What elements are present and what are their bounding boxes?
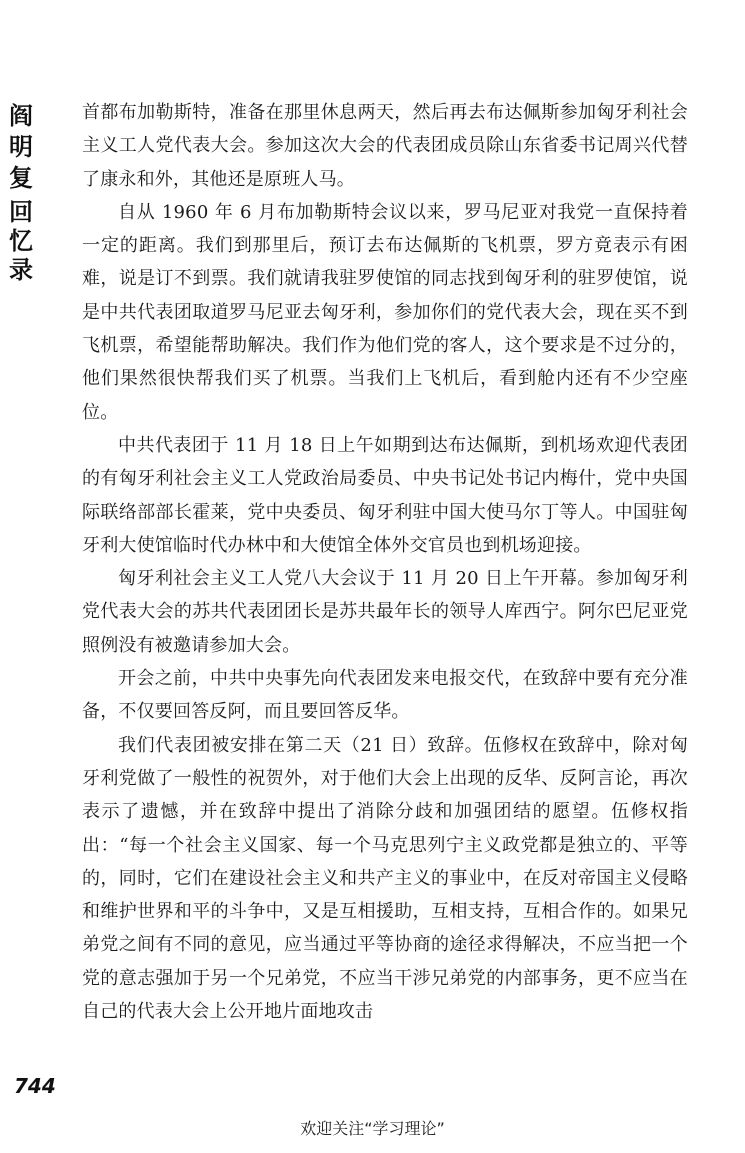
running-title	[6, 100, 36, 284]
paragraph: 首都布加勒斯特，准备在那里休息两天，然后再去布达佩斯参加匈牙利社会主义工人党代表大会。参加这次大会的代表团成员除山东省委书记周兴代替了康永和外，其他还是原班人马。	[82, 102, 688, 190]
author-char: 阎	[9, 101, 33, 130]
body-text	[82, 96, 688, 1028]
running-title-book	[6, 197, 36, 284]
paragraph: 我们代表团被安排在第二天（21 日）致辞。伍修权在致辞中，除对匈牙利党做了一般性的祝贺外，对于他们大会上出现的反华、反阿言论，再次表示了遗憾，并在致辞中提出了消除分歧和加强团结的愿望。伍修权指出：“每一个社会主义国家、每一个马克思列宁主义政党都是独立的、平等的，同时，它们在建设社会主义和共产主义的事业中，在反对帝国主义侵略和维护世界和平的斗争中，又是互相援助，互相支持，互相合作的。如果兄弟党之间有不同的意见，应当通过平等协商的途径求得解决，不应当把一个党的意志强加于另一个兄弟党，不应当干涉兄弟党的内部事务，更不应当在自己的代表大会上公开地片面地攻击	[82, 734, 688, 1023]
author-char: 复	[9, 163, 33, 192]
running-title-author	[6, 100, 36, 193]
paragraph: 开会之前，中共中央事先向代表团发来电报交代，在致辞中要有充分准备，不仅要回答反阿，而且要回答反华。	[82, 668, 688, 723]
paragraph: 匈牙利社会主义工人党八大会议于 11 月 20 日上午开幕。参加匈牙利党代表大会的苏共代表团团长是苏共最年长的领导人库西宁。阿尔巴尼亚党照例没有被邀请参加大会。	[82, 568, 688, 656]
paragraph: 中共代表团于 11 月 18 日上午如期到达布达佩斯，到机场欢迎代表团的有匈牙利社会主义工人党政治局委员、中央书记处书记内梅什，党中央国际联络部部长霍莱，党中央委员、匈牙利驻中国大使马尔丁等人。中国驻匈牙利大使馆临时代办林中和大使馆全体外交官员也到机场迎接。	[82, 434, 688, 556]
title-char: 回	[9, 197, 33, 226]
author-char: 明	[9, 132, 33, 161]
page-number: 744	[14, 1074, 56, 1098]
title-char: 录	[9, 255, 33, 284]
footer-note: 欢迎关注“学习理论”	[300, 1119, 445, 1138]
paragraph: 自从 1960 年 6 月布加勒斯特会议以来，罗马尼亚对我党一直保持着一定的距离。我们到那里后，预订去布达佩斯的飞机票，罗方竟表示有困难，说是订不到票。我们就请我驻罗使馆的同志找到匈牙利的驻罗使馆，说是中共代表团取道罗马尼亚去匈牙利，参加你们的党代表大会，现在买不到飞机票，希望能帮助解决。我们作为他们党的客人，这个要求是不过分的，他们果然很快帮我们买了机票。当我们上飞机后，看到舱内还有不少空座位。	[82, 201, 688, 423]
title-char: 忆	[9, 226, 33, 255]
